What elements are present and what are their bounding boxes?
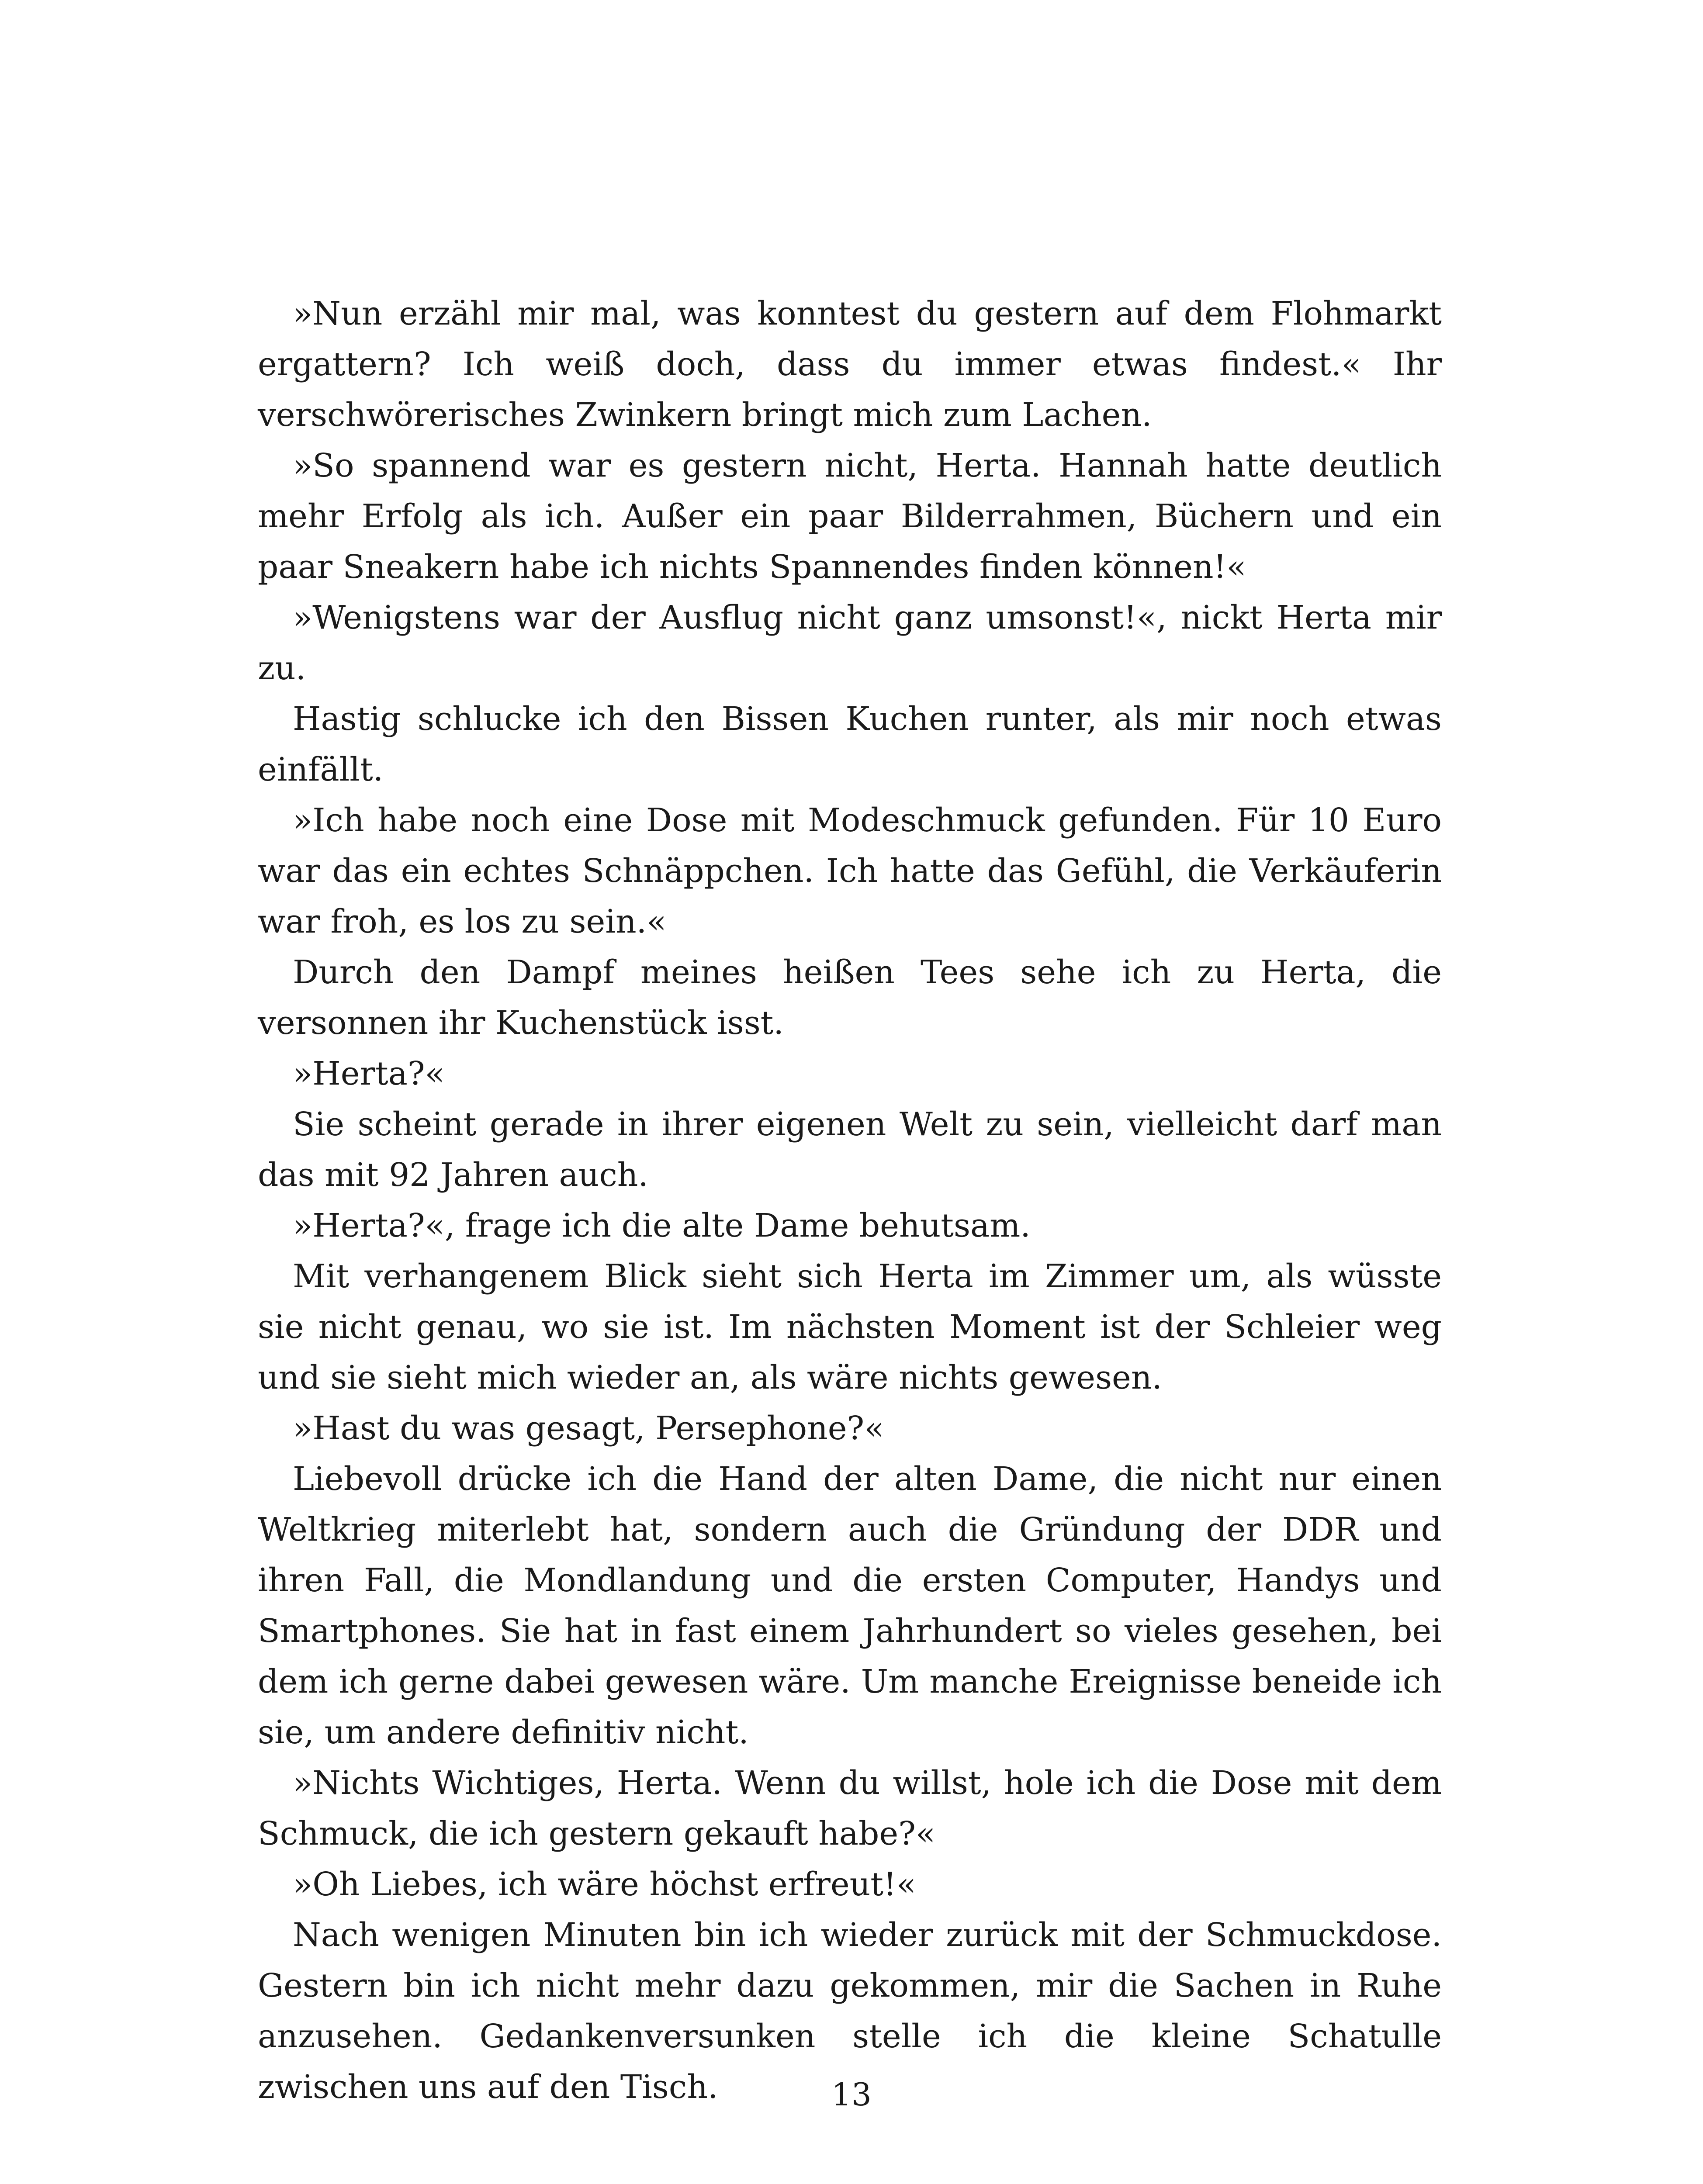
- paragraph: Nach wenigen Minuten bin ich wieder zurück mit der Schmuckdose. Gestern bin ich nicht mehr dazu gekommen, mir die Sachen in Ruhe anzusehen. Gedankenversunken stelle ich die kleine Schatulle zwischen uns auf den Tisch.: [258, 1916, 1442, 2106]
- paragraph: Liebevoll drücke ich die Hand der alten Dame, die nicht nur einen Weltkrieg miterlebt hat, sondern auch die Gründung der DDR und ihren Fall, die Mondlandung und die ersten Computer, Handys und Smartphones. Sie hat in fast einem Jahrhundert so vieles gesehen, bei dem ich gerne dabei gewesen wäre. Um manche Ereignisse beneide ich sie, um andere definitiv nicht.: [258, 1460, 1442, 1751]
- paragraph: Mit verhangenem Blick sieht sich Herta im Zimmer um, als wüsste sie nicht genau, wo sie ist. Im nächsten Moment ist der Schleier weg und sie sieht mich wieder an, als wäre nichts gewesen.: [258, 1258, 1442, 1396]
- paragraph: »Ich habe noch eine Dose mit Modeschmuck gefunden. Für 10 Euro war das ein echtes Schnäppchen. Ich hatte das Gefühl, die Verkäuferin war froh, es los zu sein.«: [258, 802, 1442, 940]
- paragraph: »Oh Liebes, ich wäre höchst erfreut!«: [293, 1866, 917, 1903]
- paragraph: »Herta?«: [293, 1055, 445, 1092]
- paragraph: Hastig schlucke ich den Bissen Kuchen runter, als mir noch etwas einfällt.: [258, 700, 1442, 788]
- paragraph: »Nichts Wichtiges, Herta. Wenn du willst, hole ich die Dose mit dem Schmuck, die ich gestern gekauft habe?«: [258, 1764, 1442, 1852]
- page-number: 13: [831, 2076, 872, 2113]
- paragraph: »Wenigstens war der Ausflug nicht ganz umsonst!«, nickt Herta mir zu.: [258, 599, 1442, 687]
- paragraph: »Nun erzähl mir mal, was konntest du gestern auf dem Flohmarkt ergattern? Ich weiß doch, dass du immer etwas findest.« Ihr verschwörerisches Zwinkern bringt mich zum Lachen.: [258, 295, 1442, 434]
- paragraph: Durch den Dampf meines heißen Tees sehe ich zu Herta, die versonnen ihr Kuchenstück isst.: [258, 954, 1442, 1042]
- paragraph: Sie scheint gerade in ihrer eigenen Welt zu sein, vielleicht darf man das mit 92 Jahren auch.: [258, 1106, 1442, 1194]
- paragraph: »Herta?«, frage ich die alte Dame behutsam.: [293, 1207, 1031, 1244]
- paragraph: »Hast du was gesagt, Persephone?«: [293, 1410, 884, 1447]
- body-text: [258, 288, 1442, 2112]
- paragraph: »So spannend war es gestern nicht, Herta. Hannah hatte deutlich mehr Erfolg als ich. Außer ein paar Bilderrahmen, Büchern und ein paar Sneakern habe ich nichts Spannendes finden können!«: [258, 447, 1442, 586]
